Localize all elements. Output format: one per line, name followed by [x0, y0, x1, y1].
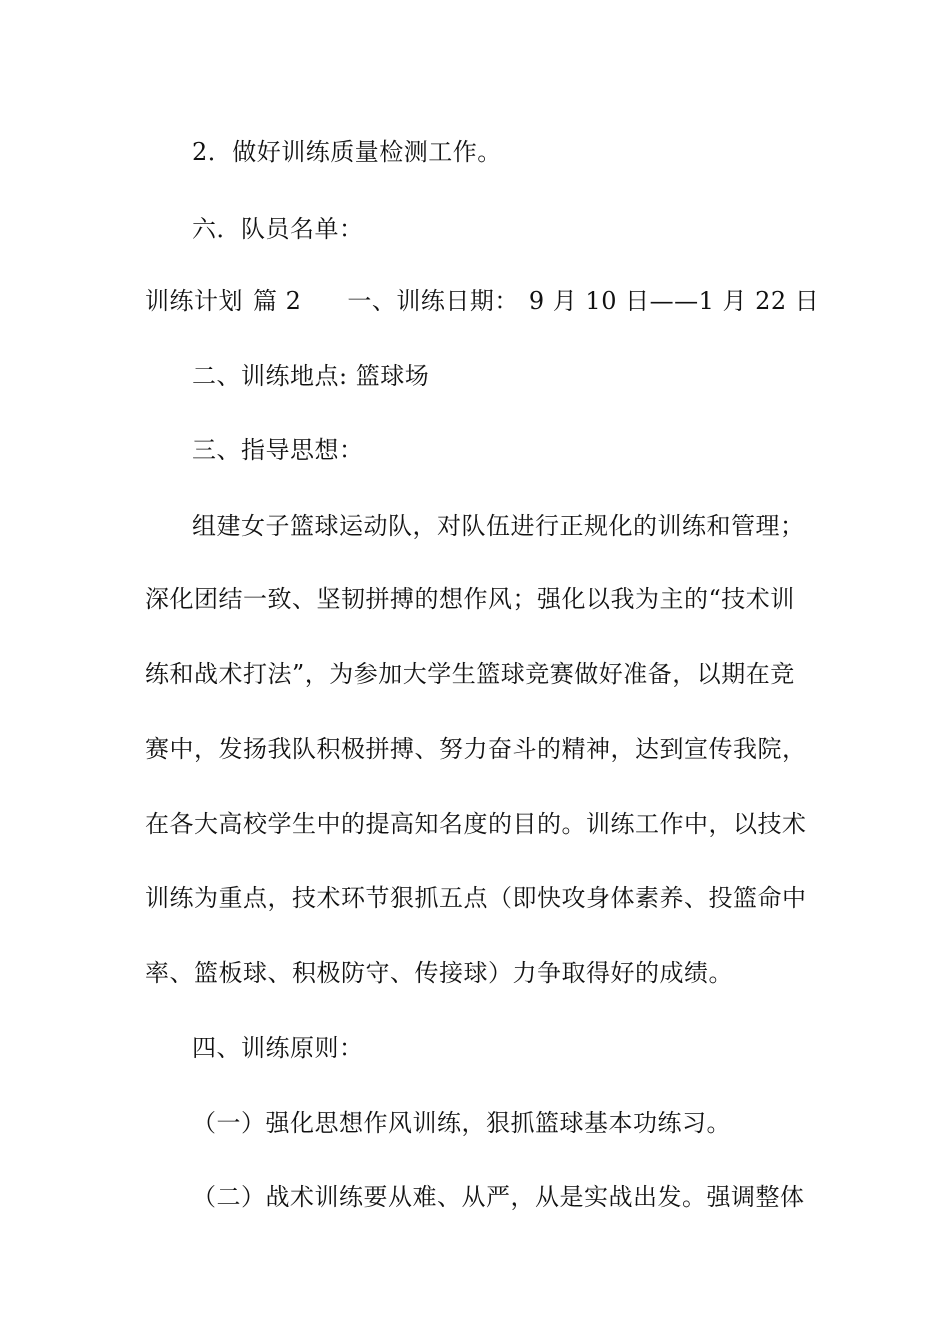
date-label: 一、训练日期：	[347, 287, 519, 315]
paragraph-line: 在各大高校学生中的提高知名度的目的。训练工作中，以技术	[145, 810, 807, 838]
paragraph-line: 训练为重点，技术环节狠抓五点（即快攻身体素养、投篮命中	[145, 884, 807, 912]
paragraph-line: 二、训练地点: 篮球场	[192, 362, 430, 390]
section-heading	[145, 286, 819, 316]
paragraph-line: （一）强化思想作风训练，狠抓篮球基本功练习。	[192, 1109, 731, 1137]
section-part: 篇 2	[253, 287, 302, 315]
paragraph-line: （二）战术训练要从难、从严，从是实战出发。强调整体	[192, 1183, 805, 1211]
section-title: 训练计划	[145, 287, 243, 315]
paragraph-line: 赛中，发扬我队积极拼搏、努力奋斗的精神，达到宣传我院，	[145, 735, 807, 763]
paragraph-line: 组建女子篮球运动队，对队伍进行正规化的训练和管理；	[192, 512, 805, 540]
paragraph-line: 四、训练原则：	[192, 1034, 364, 1062]
paragraph-line: 练和战术打法”，为参加大学生篮球竞赛做好准备，以期在竞	[145, 660, 795, 688]
paragraph-line: 2．做好训练质量检测工作。	[192, 138, 502, 166]
paragraph-line: 六．队员名单：	[192, 215, 364, 243]
date-value: 9 月 10 日——1 月 22 日	[528, 287, 820, 315]
paragraph-line: 深化团结一致、坚韧拼搏的想作风；强化以我为主的“技术训	[145, 585, 795, 613]
paragraph-line: 率、篮板球、积极防守、传接球）力争取得好的成绩。	[145, 959, 733, 987]
paragraph-line: 三、指导思想：	[192, 436, 364, 464]
